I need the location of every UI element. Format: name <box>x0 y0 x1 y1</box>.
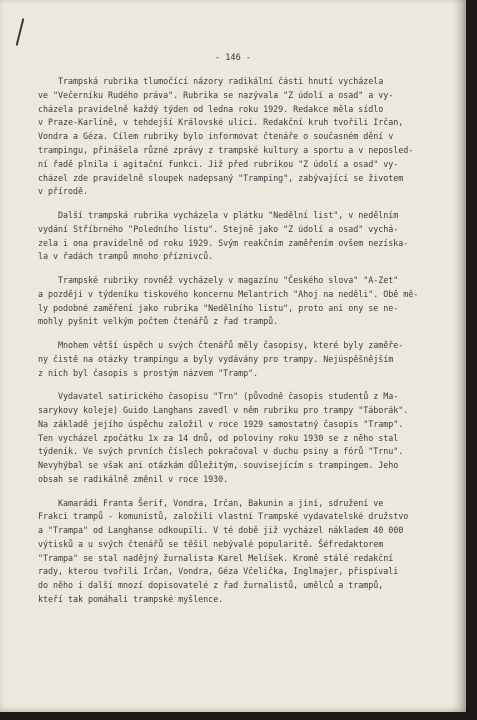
text-line: Frakci trampů - komunistů, založili vlastní Trampské vydavatelské družstvo <box>38 512 409 523</box>
text-line: Další trampská rubrika vycházela v plátku "Nedělní list", v nedělním <box>38 210 399 221</box>
text-line: Trampská rubrika tlumočící názory radikální části hnutí vycházela <box>38 77 384 87</box>
text-line: v Praze-Karlíně, v tehdejší Královské ulici. Redakční kruh tvořili Irčan, <box>38 118 404 129</box>
text-line: ny čistě na otázky trampingu a byly vydávány pro trampy. Nejúspěšnějším <box>38 354 394 365</box>
text-line: Nevyhýbal se však ani otázkám důležitým, souvisejícím s trampingem. Jeho <box>38 461 399 472</box>
text-line: Kamarádi Franta Šerif, Vondra, Irčan, Bakunin a jiní, sdružení ve <box>38 498 384 509</box>
text-line: zela i ona pravidelně od roku 1929. Svým reakčním zaměřením ovšem nezíska- <box>38 238 409 249</box>
page-number: - 146 - <box>214 53 252 63</box>
text-line: Trampské rubriky rovněž vycházely v magazínu "Českého slova" "A-Zet" <box>38 275 399 286</box>
paragraph-2 <box>38 210 411 265</box>
text-line: Ten vycházel zpočátku 1x za 14 dnů, od poloviny roku 1930 se z něho stal <box>38 433 399 444</box>
text-line: ní řadě plnila i agitační funkci. Již před rubrikou "Z údolí a osad" vy- <box>38 159 399 170</box>
paragraph-5 <box>38 391 411 488</box>
text-line: a později v týdeníku tiskového koncernu Melantrich "Ahoj na neděli". Obě mě- <box>38 289 419 300</box>
text-line: cházel zde pravidelně sloupek nadepsaný "Tramping", zabývající se životem <box>38 173 404 184</box>
text-line: cházela pravidelně každý týden od ledna roku 1929. Redakce měla sídlo <box>38 104 384 115</box>
text-line: týdeník. Ve svých prvních číslech pokračoval v duchu psiny a fórů "Trnu". <box>38 447 404 458</box>
text-line: Vydavatel satirického časopisu "Trn" (původně časopis studentů z Ma- <box>38 392 399 403</box>
text-line: Na základě jejího úspěchu založil v roce 1929 samostatný časopis "Tramp". <box>38 419 404 430</box>
text-line: v přírodě. <box>38 187 89 198</box>
pen-mark <box>16 18 25 46</box>
text-line: sarykovy koleje) Guido Langhans zavedl v něm rubriku pro trampy "Táborák". <box>38 405 409 416</box>
text-line: rady, kterou tvořili Irčan, Vondra, Géza Včelička, Inglmajer, přispívali <box>38 567 399 578</box>
text-line: do něho i další mnozí dopisovatelé z řad žurnalistů, umělců a trampů, <box>38 581 384 592</box>
paragraph-4 <box>38 340 411 381</box>
text-line: Vondra a Géza. Cílem rubriky bylo informovat čtenáře o současném dění v <box>38 132 394 143</box>
paragraph-6 <box>38 498 411 608</box>
text-line: mohly pyšnit velkým počtem čtenářů z řad trampů. <box>38 317 279 328</box>
text-line: kteří tak pomáhali trampské myšlence. <box>38 595 224 606</box>
text-line: a "Trampa" od Langhanse odkoupili. V té době již vycházel nákladem 40 000 <box>38 526 404 537</box>
text-line: obsah se radikálně změnil v roce 1930. <box>38 474 229 485</box>
text-line: vydání Stříbrného "Poledního listu". Stejně jako "Z údolí a osad" vychá- <box>38 224 399 235</box>
text-line: la v řadách trampů mnoho příznivců. <box>38 252 214 263</box>
body-text <box>38 76 419 618</box>
text-line: z nich byl časopis s prostým názvem "Tramp". <box>38 368 259 379</box>
text-line: "Trampa" se stal nadějný žurnalista Karel Melíšek. Kromě stálé redakční <box>38 553 394 564</box>
text-line: trampingu, přinášela různé zprávy z trampské kultury a sportu a v neposled- <box>38 145 414 156</box>
text-line: ve "Večerníku Rudého práva". Rubrika se nazývala "Z údolí a osad" a vy- <box>38 90 394 101</box>
binding-shadow <box>452 0 466 712</box>
paragraph-3 <box>38 275 419 330</box>
text-line: ly podobné zaměření jako rubrika "Nedělního listu", proto ani ony se ne- <box>38 303 399 314</box>
text-line: výtisků a u svých čtenářů se těšil nebývalé popularitě. Šéfredaktorem <box>38 539 384 550</box>
text-line: Mnohem větší úspěch u svých čtenářů měly časopisy, které byly zaměře- <box>38 340 404 351</box>
paragraph-1 <box>38 76 414 200</box>
